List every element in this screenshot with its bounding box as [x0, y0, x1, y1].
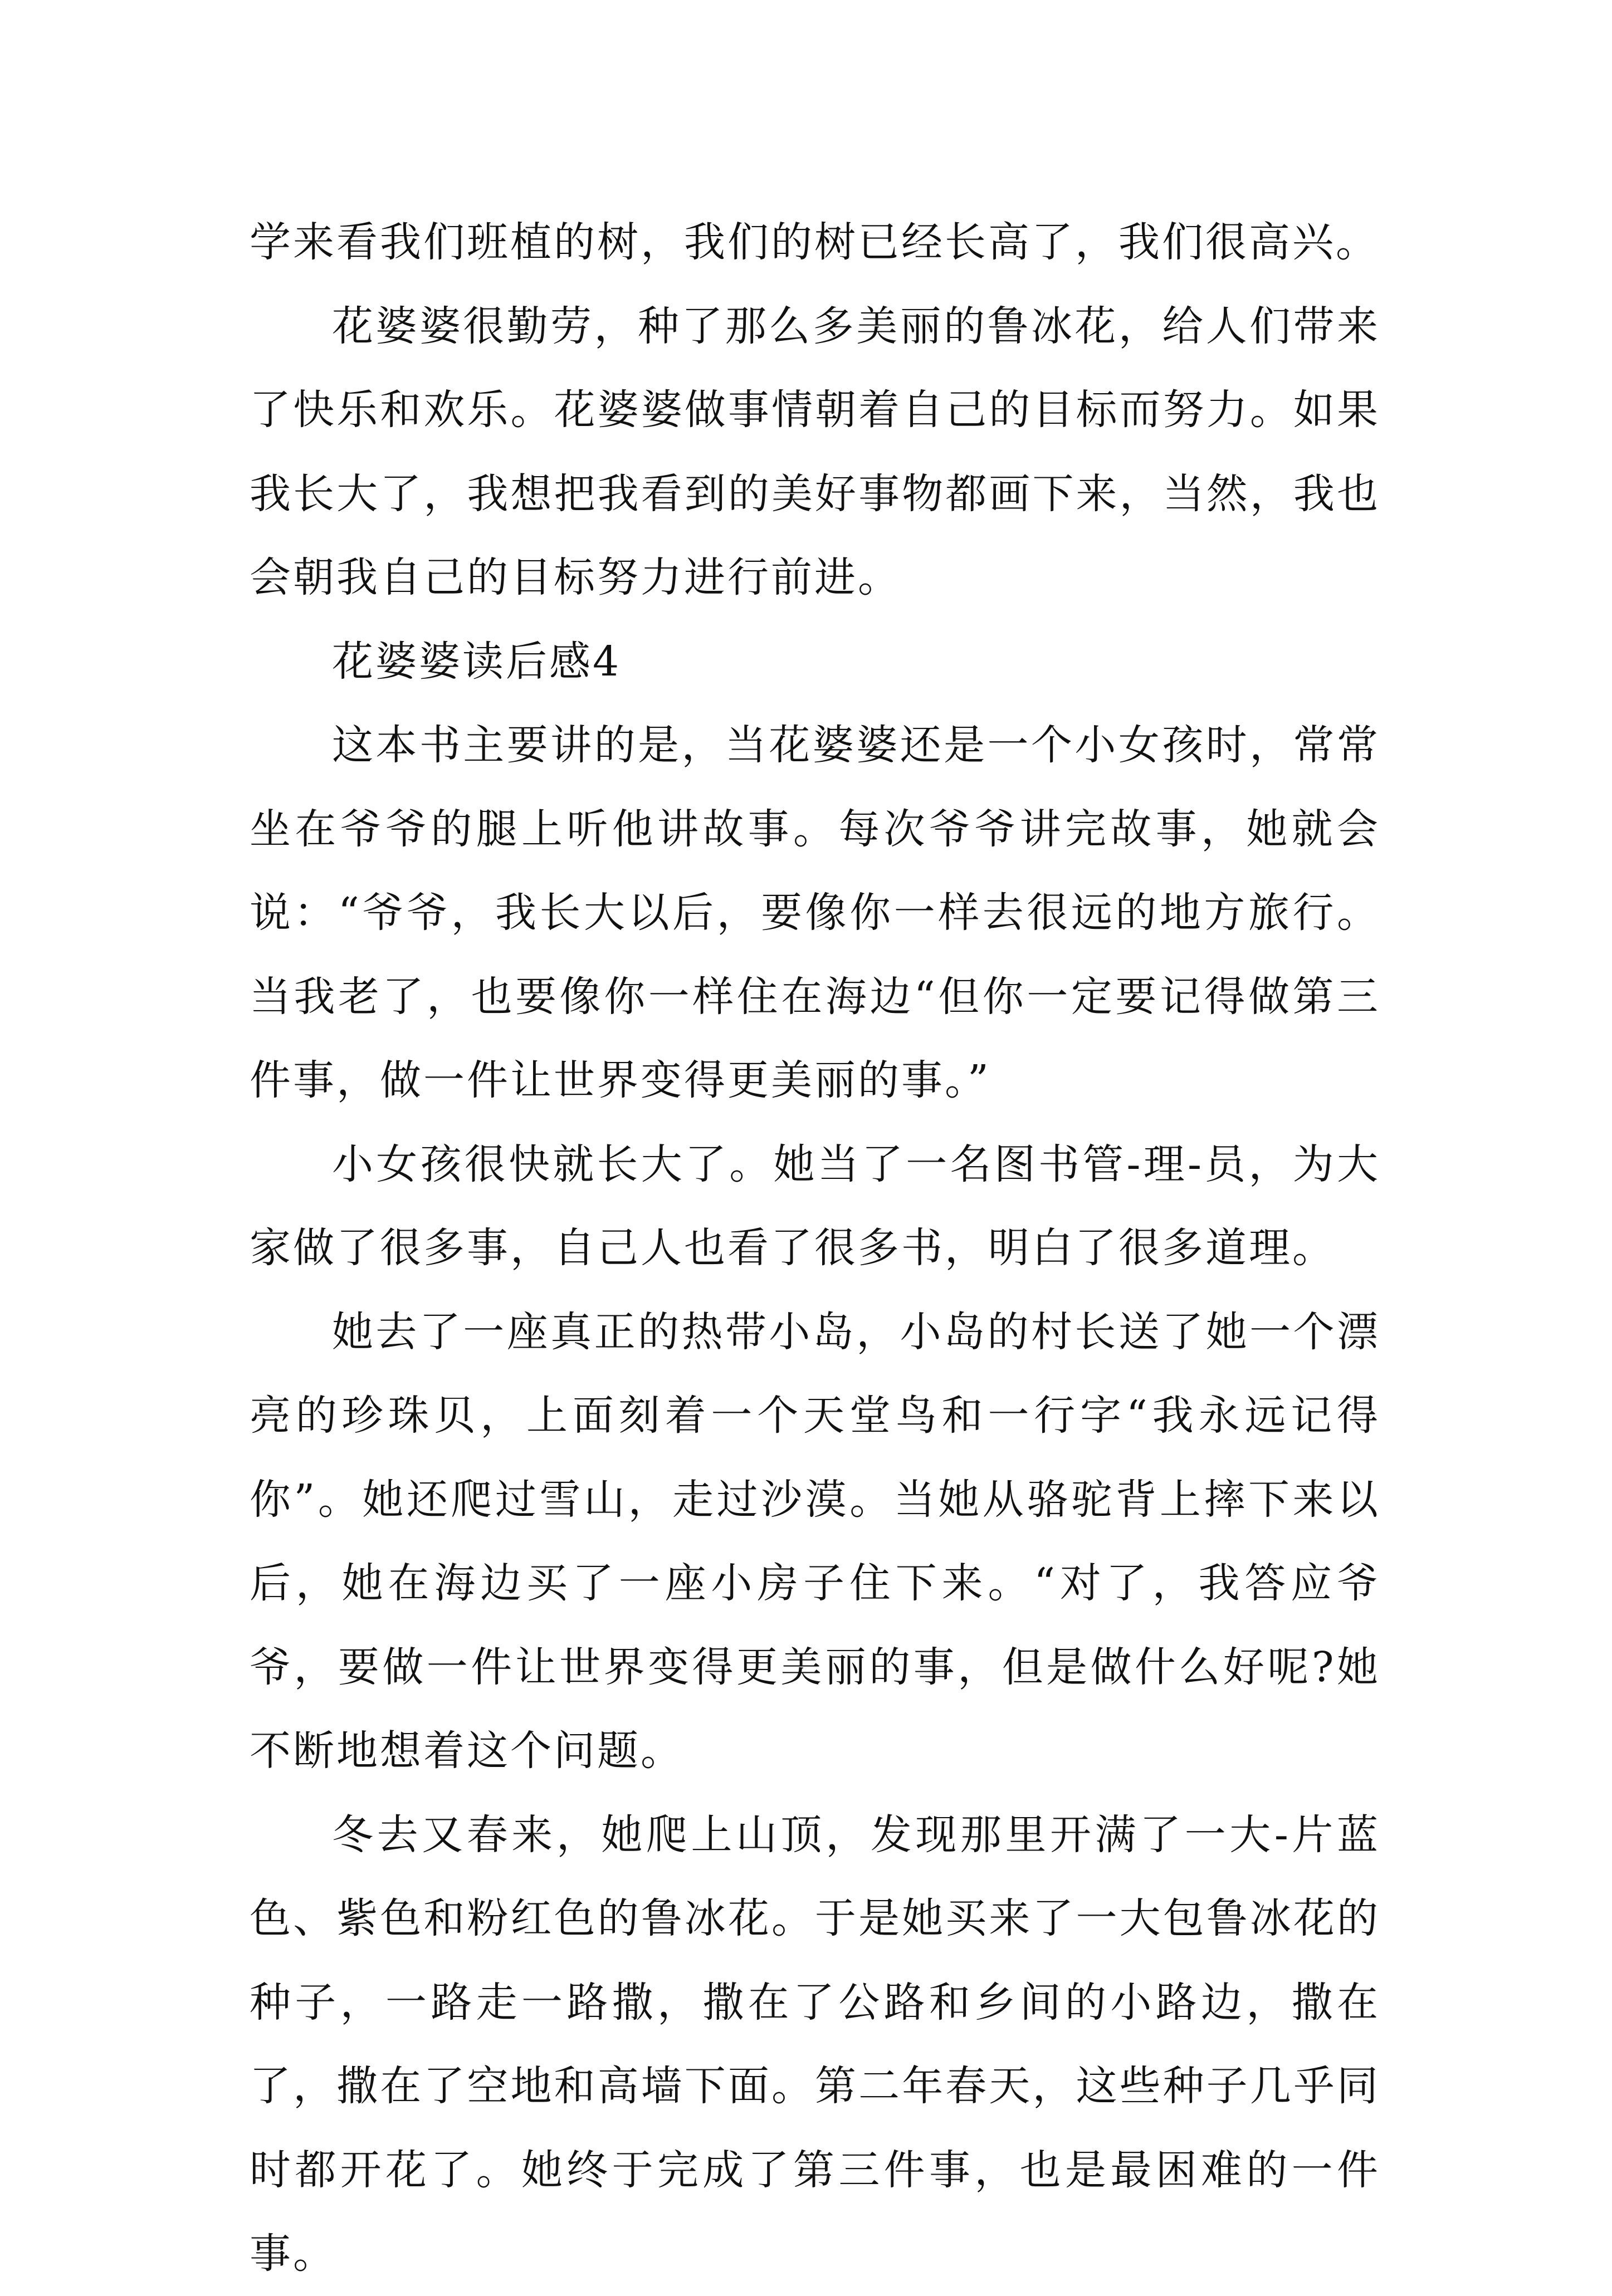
paragraph: 花婆婆很勤劳，种了那么多美丽的鲁冰花，给人们带来了快乐和欢乐。花婆婆做事情朝着自己的目标而努力。如果我长大了，我想把我看到的美好事物都画下来，当然，我也会朝我自己的目标努力进行前进。 [250, 302, 1380, 601]
paragraph-continuation: 学来看我们班植的树，我们的树已经长高了，我们很高兴。 [250, 218, 1379, 266]
paragraph: 小女孩很快就长大了。她当了一名图书管-理-员，为大家做了很多事，自己人也看了很多书，明白了很多道理。 [250, 1140, 1380, 1272]
paragraph: 这本书主要讲的是，当花婆婆还是一个小女孩时，常常坐在爷爷的腿上听他讲故事。每次爷爷讲完故事，她就会说：“爷爷，我长大以后，要像你一样去很远的地方旅行。当我老了，也要像你一样住在海边“但你一定要记得做第三件事，做一件让世界变得更美丽的事。” [250, 721, 1380, 1104]
paragraph: 她去了一座真正的热带小岛，小岛的村长送了她一个漂亮的珍珠贝，上面刻着一个天堂鸟和一行字“我永远记得你”。她还爬过雪山，走过沙漠。当她从骆驼背上摔下来以后，她在海边买了一座小房子住下来。“对了，我答应爷爷，要做一件让世界变得更美丽的事，但是做什么好呢?她不断地想着这个问题。 [250, 1308, 1380, 1775]
paragraph: 冬去又春来，她爬上山顶，发现那里开满了一大-片蓝色、紫色和粉红色的鲁冰花。于是她买来了一大包鲁冰花的种子，一路走一路撒，撒在了公路和乡间的小路边，撒在了，撒在了空地和高墙下面。第二年春天，这些种子几乎同时都开花了。她终于完成了第三件事，也是最困难的一件事。 [250, 1810, 1380, 2278]
section-heading: 花婆婆读后感4 [332, 637, 622, 686]
document-body [250, 200, 1380, 2296]
